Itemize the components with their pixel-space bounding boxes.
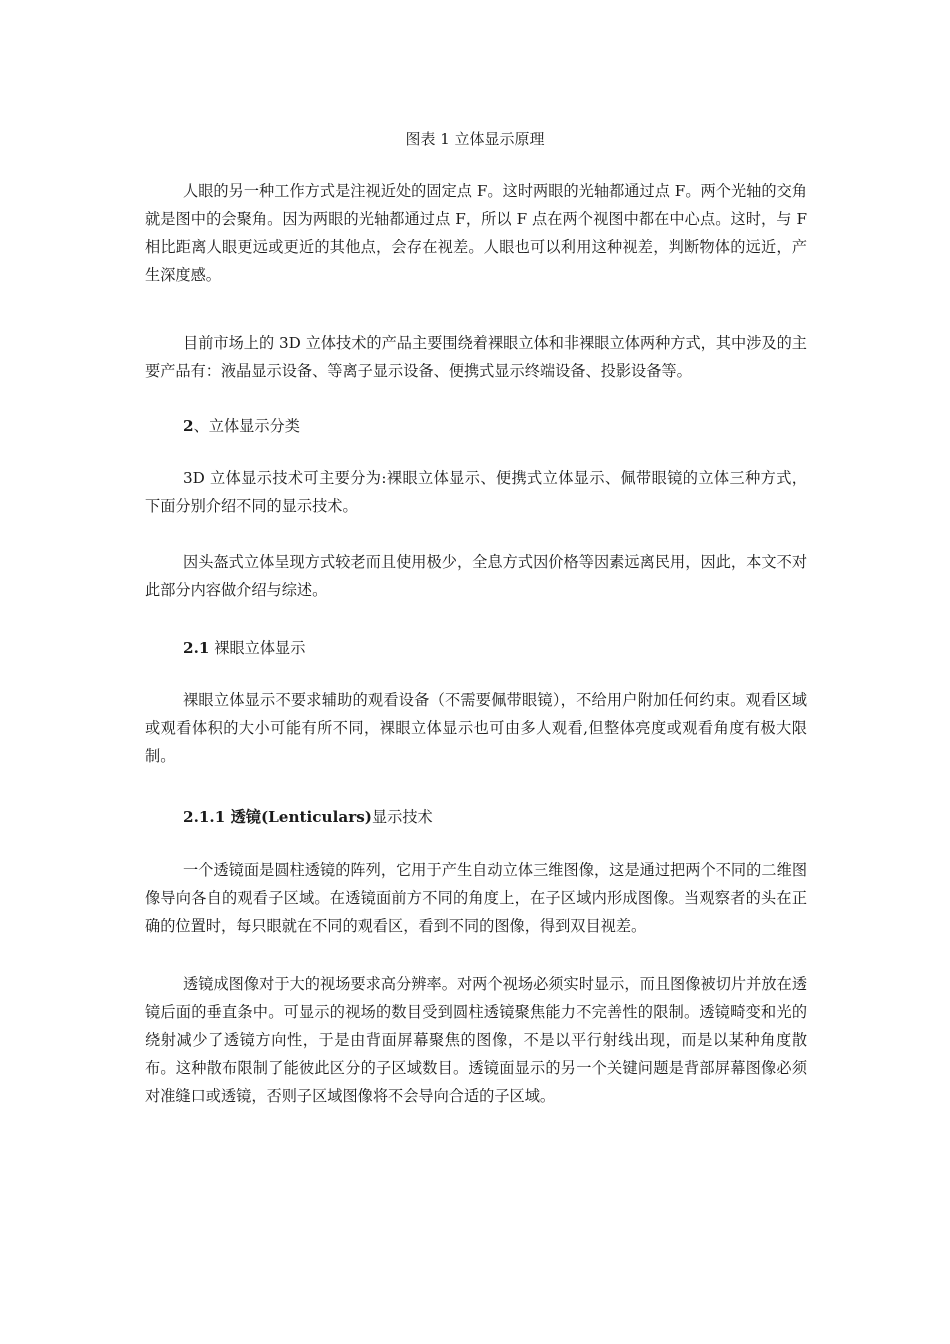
section-title: 、立体显示分类 bbox=[193, 417, 300, 435]
paragraph-classification: 3D 立体显示技术可主要分为:裸眼立体显示、便携式立体显示、佩带眼镜的立体三种方式，下面分别介绍不同的显示技术。 bbox=[145, 469, 807, 515]
paragraph-lenticular-resolution: 透镜成图像对于大的视场要求高分辨率。对两个视场必须实时显示，而且图像被切片并放在透镜后面的垂直条中。可显示的视场的数目受到圆柱透镜聚焦能力不完善性的限制。透镜畸变和光的绕射减少了透镜方向性，于是由背面屏幕聚焦的图像，不是以平行射线出现，而是以某种角度散布。这种散布限制了能彼此区分的子区域数目。透镜面显示的另一个关键问题是背部屏幕图像必须对准缝口或透镜，否则子区域图像将不会导向合适的子区域。 bbox=[145, 975, 807, 1105]
paragraph-market-products: 目前市场上的 3D 立体技术的产品主要围绕着裸眼立体和非裸眼立体两种方式，其中涉及的主要产品有：液晶显示设备、等离子显示设备、便携式显示终端设备、投影设备等。 bbox=[145, 334, 807, 380]
section-heading-2-1-1 bbox=[183, 803, 433, 831]
figure-caption: 图表 1 立体显示原理 bbox=[405, 130, 545, 148]
section-title: 裸眼立体显示 bbox=[209, 639, 306, 657]
section-number: 2.1.1 bbox=[183, 808, 226, 826]
section-number: 2.1 bbox=[183, 639, 210, 657]
paragraph-helmet-holography: 因头盔式立体呈现方式较老而且使用极少，全息方式因价格等因素远离民用，因此，本文不对此部分内容做介绍与综述。 bbox=[145, 553, 807, 599]
section-title-bold: 透镜(Lenticulars) bbox=[225, 808, 372, 826]
section-title: 显示技术 bbox=[371, 808, 433, 826]
paragraph-lenticular-array: 一个透镜面是圆柱透镜的阵列，它用于产生自动立体三维图像，这是通过把两个不同的二维图像导向各自的观看子区域。在透镜面前方不同的角度上，在子区域内形成图像。当观察者的头在正确的位置时，每只眼就在不同的观看区，看到不同的图像，得到双目视差。 bbox=[145, 861, 807, 935]
paragraph-autostereoscopic: 裸眼立体显示不要求辅助的观看设备（不需要佩带眼镜），不给用户附加任何约束。观看区域或观看体积的大小可能有所不同，裸眼立体显示也可由多人观看,但整体亮度或观看角度有极大限制。 bbox=[145, 691, 807, 765]
paragraph-binocular-fixation: 人眼的另一种工作方式是注视近处的固定点 F。这时两眼的光轴都通过点 F。两个光轴的交角就是图中的会聚角。因为两眼的光轴都通过点 F，所以 F 点在两个视图中都在中心点。这时，与 F 相比距离人眼更远或更近的其他点，会存在视差。人眼也可以利用这种视差，判断物体的远近，产生深度感。 bbox=[145, 182, 807, 284]
section-number: 2 bbox=[183, 417, 194, 435]
section-heading-2 bbox=[183, 412, 300, 440]
section-heading-2-1 bbox=[183, 634, 305, 662]
